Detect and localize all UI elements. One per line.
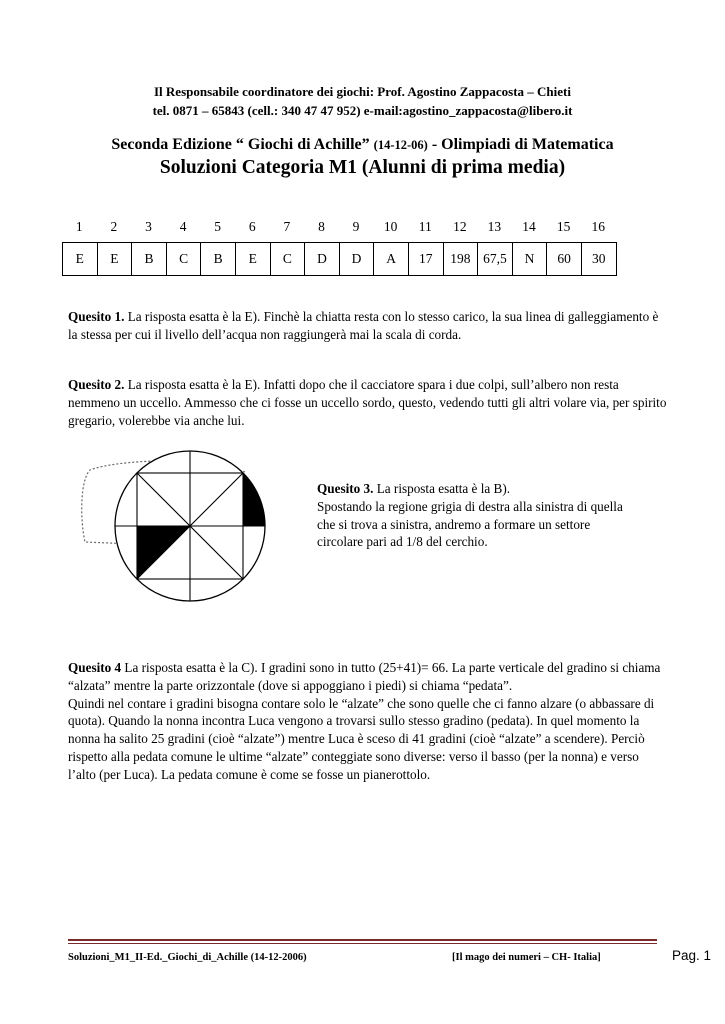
answer-number: 6 [248,219,256,234]
answer-cell: E [63,243,98,276]
answer-cell: N [512,243,547,276]
quesito-4-label: Quesito 4 [68,660,122,675]
footer-rule [68,939,657,941]
answer-number: 12 [453,219,467,234]
header-coordinator: Il Responsabile coordinatore dei giochi: Prof. Agostino Zappacosta – Chieti [154,84,571,99]
quesito-1-label: Quesito 1. [68,309,125,324]
answer-cell: 60 [547,243,582,276]
page-number: Pag. 1 [672,948,712,963]
answer-cell: C [166,243,201,276]
footer-rule-thin [68,943,657,944]
answer-number: 10 [383,219,398,234]
answer-cell: E [235,243,270,276]
answer-cell: 30 [581,243,616,276]
answer-cell: 67,5 [478,243,513,276]
answer-number: 8 [318,219,325,234]
answer-cell: C [270,243,305,276]
olympics-name: - Olimpiadi di Matematica [427,136,614,153]
answer-cell: D [305,243,340,276]
answer-number: 2 [110,219,118,234]
answer-cell: E [97,243,132,276]
right-shaded-region [243,473,265,526]
quesito-4-text2: Quindi nel contare i gradini bisogna contare solo le “alzate” che sono quelle che ci fanno alzare (o abbassare di quota). Quando la nonna incontra Luca vengono a trovarsi sullo stesso gradino (pedata). In quel momento la nonna ha salito 25 gradini (cioè “alzate”) mentre Luca è sceso di 41 gradini (cioè “alzate” a scendere). Perciò rispetto alla pedata comune le ultime “alzate” conteggiate sono diverse: verso il basso (per la nonna) e verso l’alto (per Luca). La pedata comune è come se fosse un pianerottolo. [68,695,655,782]
answer-number: 1 [75,219,83,234]
answers-row [63,243,617,276]
page-title: Soluzioni Categoria M1 (Alunni di prima media) [159,157,566,178]
answer-number: 4 [179,219,187,234]
answers-table [62,242,617,276]
answer-cell: 17 [408,243,443,276]
answer-number: 9 [352,219,360,234]
header-contacts: tel. 0871 – 65843 (cell.: 340 47 47 952) e-mail:agostino_zappacosta@libero.it [152,103,573,118]
quesito-4 [68,659,668,784]
footer-site: [Il mago dei numeri – CH- Italia] [452,952,601,963]
answer-number: 5 [214,219,222,234]
answer-number: 14 [522,219,536,234]
quesito-3-answer: La risposta esatta è la B). [373,481,511,496]
answer-cell: A [374,243,409,276]
quesito-1-text: La risposta esatta è la E). Finchè la chiatta resta con lo stesso carico, la sua linea di galleggiamento è la stessa per cui il livello dell’acqua non raggiungerà mai la scala di corda. [68,309,659,342]
edition-date: (14-12-06) [373,138,428,152]
quesito-3-text: Spostando la regione grigia di destra alla sinistra di quella che si trova a sinistra, andremo a formare un settore circolare pari ad 1/8 del cerchio. [317,498,623,550]
answer-cell: B [201,243,236,276]
footer-filename: Soluzioni_M1_II-Ed._Giochi_di_Achille (14-12-2006) [68,952,307,963]
answer-numbers [62,219,616,235]
quesito-1 [68,308,668,344]
answer-cell: 198 [443,243,478,276]
edition-name: Seconda Edizione “ Giochi di Achille” [111,136,370,153]
quesito-2 [68,376,668,429]
answer-number: 16 [591,219,605,234]
answer-number: 3 [145,219,152,234]
quesito-4-text1: La risposta esatta è la C). I gradini sono in tutto (25+41)= 66. La parte verticale del gradino si chiama “alzata” mentre la parte orizzontale (dove si appoggiano i piedi) si chiama “pedata”. [68,660,661,693]
edition-title [0,136,725,154]
quesito-2-label: Quesito 2. [68,377,125,392]
quesito-2-text: La risposta esatta è la E). Infatti dopo che il cacciatore spara i due colpi, sull’albero non resta nemmeno un uccello. Ammesso che ci fosse un uccello sordo, questo, vedendo tutti gli altri volare via, per spirito gregario, volerebbe via anche lui. [68,377,667,428]
answer-number: 7 [283,219,291,234]
answer-cell: D [339,243,374,276]
answer-number: 15 [556,219,571,234]
quesito-3 [317,480,637,551]
circle-sectors-figure [75,450,275,590]
quesito-3-label: Quesito 3. [317,481,374,496]
answer-cell: B [132,243,167,276]
answer-number: 13 [487,219,502,234]
answer-number: 11 [418,219,432,234]
